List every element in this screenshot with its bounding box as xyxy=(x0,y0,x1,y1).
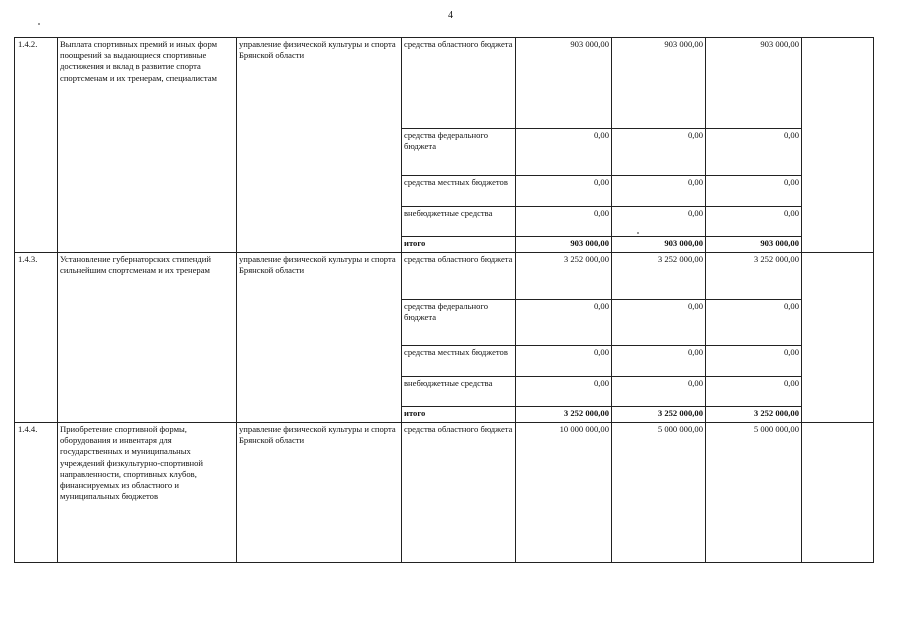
empty-cell xyxy=(802,423,874,563)
empty-cell xyxy=(802,253,874,423)
amount-cell: 10 000 000,00 xyxy=(516,423,612,563)
source-label: внебюджетные средства xyxy=(402,207,516,237)
amount-cell: 0,00 xyxy=(612,377,706,407)
amount-cell: 0,00 xyxy=(706,129,802,176)
amount-cell: 0,00 xyxy=(706,207,802,237)
executor: управление физической культуры и спорта Брянской области xyxy=(237,253,402,423)
total-label: итого xyxy=(402,407,516,423)
amount-cell: 0,00 xyxy=(706,300,802,346)
amount-cell: 5 000 000,00 xyxy=(706,423,802,563)
amount-cell: 0,00 xyxy=(516,207,612,237)
row-id: 1.4.3. xyxy=(15,253,58,423)
source-label: средства областного бюджета xyxy=(402,38,516,129)
executor: управление физической культуры и спорта Брянской области xyxy=(237,423,402,563)
amount-cell: 3 252 000,00 xyxy=(706,253,802,300)
row-id: 1.4.4. xyxy=(15,423,58,563)
amount-cell: 0,00 xyxy=(706,346,802,377)
measure-name: Приобретение спортивной формы, оборудования и инвентаря для государственных и муниципальных учреждений физкультурно-спортивной направленности, спортивных клубов, финансируемых из областного и муниципальных бюджетов xyxy=(58,423,237,563)
total-cell: 3 252 000,00 xyxy=(706,407,802,423)
amount-cell: 0,00 xyxy=(612,129,706,176)
source-label: внебюджетные средства xyxy=(402,377,516,407)
amount-cell: 5 000 000,00 xyxy=(612,423,706,563)
amount-cell: 0,00 xyxy=(516,300,612,346)
measure-name: Выплата спортивных премий и иных форм поощрений за выдающиеся спортивные достижения и вклад в развитие спорта спортсменам и их тренерам, специалистам xyxy=(58,38,237,253)
row-id: 1.4.2. xyxy=(15,38,58,253)
amount-cell: 903 000,00 xyxy=(612,38,706,129)
budget-table xyxy=(14,37,874,563)
amount-cell: 0,00 xyxy=(706,176,802,207)
total-cell: 903 000,00 xyxy=(706,237,802,253)
amount-cell: 903 000,00 xyxy=(516,38,612,129)
total-cell: 3 252 000,00 xyxy=(612,407,706,423)
amount-cell: 0,00 xyxy=(516,129,612,176)
scan-speck xyxy=(38,23,40,25)
amount-cell: 0,00 xyxy=(516,176,612,207)
source-label: средства федерального бюджета xyxy=(402,129,516,176)
executor: управление физической культуры и спорта Брянской области xyxy=(237,38,402,253)
amount-cell: 903 000,00 xyxy=(706,38,802,129)
total-cell: 903 000,00 xyxy=(516,237,612,253)
source-label: средства местных бюджетов xyxy=(402,346,516,377)
amount-cell: 0,00 xyxy=(612,300,706,346)
amount-cell: 0,00 xyxy=(516,346,612,377)
total-cell: 903 000,00 xyxy=(612,237,706,253)
source-label: средства местных бюджетов xyxy=(402,176,516,207)
amount-cell: 0,00 xyxy=(612,207,706,237)
source-label: средства областного бюджета xyxy=(402,423,516,563)
source-label: средства федерального бюджета xyxy=(402,300,516,346)
amount-cell: 0,00 xyxy=(516,377,612,407)
page-number: 4 xyxy=(448,10,453,21)
table-row xyxy=(15,423,874,563)
amount-cell: 0,00 xyxy=(612,346,706,377)
measure-name: Установление губернаторских стипендий сильнейшим спортсменам и их тренерам xyxy=(58,253,237,423)
amount-cell: 0,00 xyxy=(706,377,802,407)
amount-cell: 3 252 000,00 xyxy=(612,253,706,300)
table-row xyxy=(15,38,874,129)
total-cell: 3 252 000,00 xyxy=(516,407,612,423)
source-label: средства областного бюджета xyxy=(402,253,516,300)
amount-cell: 3 252 000,00 xyxy=(516,253,612,300)
amount-cell: 0,00 xyxy=(612,176,706,207)
table-row xyxy=(15,253,874,300)
total-label: итого xyxy=(402,237,516,253)
empty-cell xyxy=(802,38,874,253)
